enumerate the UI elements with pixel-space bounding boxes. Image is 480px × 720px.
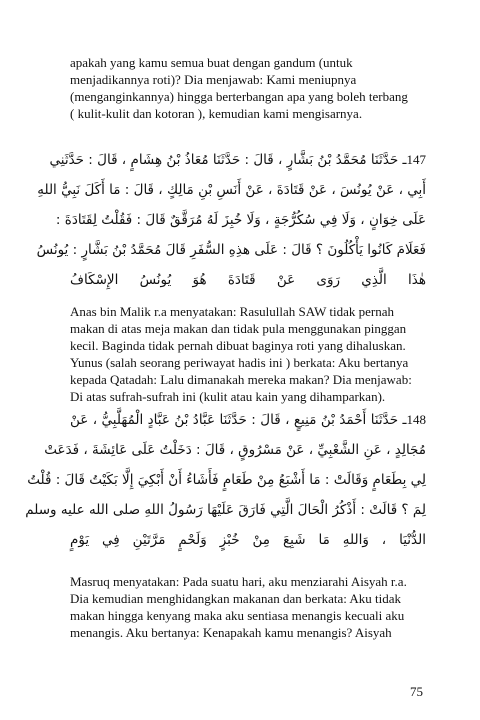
text-line: makan di atas meja makan dan tidak pula menggunakan pinggan [70, 321, 407, 336]
text-line: Masruq menyatakan: Pada suatu hari, aku menziarahi Aisyah r.a. [70, 574, 407, 589]
hadith-number: 147 [406, 152, 426, 167]
text-line: Yunus (salah seorang periwayat hadis ini ) berkata: Aku bertanya [70, 355, 409, 370]
text-line: menjadikannya roti)? Dia menjawab: Kami meniupnya [70, 72, 357, 87]
arabic-line: عَلَى خِوَانٍ ، وَلَا فِي سُكُرُّجَةٍ ، وَلَا خُبِزَ لَهُ مُرَقَّقٌ قَالَ : فَقُلْتُ لِقَتَادَةَ : [55, 212, 426, 228]
text-line: kecil. Baginda tidak pernah dibuat baginya roti yang dihaluskan. [70, 338, 406, 353]
text-line: ( kulit-kulit dan kotoran ), kemudian kami mengisarnya. [70, 106, 363, 121]
text-line: menangis. Aku bertanya: Kenapakah kamu menangis? Aisyah [70, 625, 392, 640]
text-line: Anas bin Malik r.a menyatakan: Rasulullah SAW tidak pernah [70, 304, 395, 319]
translation-paragraph-1 [70, 54, 426, 122]
arabic-line: أَبِي ، عَنْ يُونُسَ ، عَنْ قَتَادَةَ ، عَنْ أَنَسِ بْنِ مَالِكٍ ، قَالَ : مَا أَكَلَ نَبِيُّ اللهِ [37, 182, 426, 198]
arabic-line: هٰذَا الَّذِي رَوَى عَنْ قَتَادَةَ هُوَ يُونُسُ الإِسْكَافُ [70, 272, 426, 288]
hadith-number: 148 [406, 412, 426, 427]
page-number: 75 [410, 684, 423, 699]
text-line: kepada Qatadah: Lalu dimanakah mereka makan? Dia menjawab: [70, 372, 412, 387]
arabic-text: ـ حَدَّثَنَا مُحَمَّدُ بْنُ بَشَّارٍ ، قَالَ : حَدَّثَنَا مُعَاذُ بْنُ هِشَامٍ ، قَالَ : حَدَّثَنِي [49, 152, 407, 168]
text-line: makan hingga kenyang maka aku sentiasa menangis kecuali aku [70, 608, 405, 623]
arabic-line: فَعَلَامَ كَانُوا يَأْكُلُونَ ؟ قَالَ : عَلَى هذِهِ السُّفَرِ قَالَ مُحَمَّدُ بْنُ بَشَّارٍ : يُونُسُ [36, 242, 426, 258]
arabic-line: لِمَ ؟ قَالَتْ : أَذْكُرُ الْحَالَ الَّتِي فَارَقَ عَلَيْهَا رَسُولُ اللهِ صلى الله عليه وسلم [25, 502, 426, 518]
arabic-line: لِي بِطَعَامٍ وَقَالَتْ : مَا أَشْبَعُ مِنْ طَعَامٍ فَأَشَاءُ أَنْ أَبْكِيَ إِلَّا بَكَيْتُ قَالَ : قُلْتُ [27, 472, 426, 488]
arabic-line [49, 145, 426, 175]
translation-paragraph-3 [70, 573, 426, 641]
translation-paragraph-2 [70, 303, 426, 405]
hadith-147-arabic [36, 145, 426, 295]
text-line: Di atas sufrah-sufrah ini (kulit atau kain yang dihamparkan). [70, 389, 386, 404]
hadith-148-arabic [25, 405, 426, 555]
text-line: (menganginkannya) hingga berterbangan apa yang boleh terbang [70, 89, 408, 104]
arabic-line: مُجَالِدٍ ، عَنِ الشَّعْبِيِّ ، عَنْ مَسْرُوقٍ ، قَالَ : دَخَلْتُ عَلَى عَائِشَةَ ، فَدَعَتْ [44, 442, 426, 458]
arabic-text: ـ حَدَّثَنَا أَحْمَدُ بْنُ مَنِيعٍ ، قَالَ : حَدَّثَنَا عَبَّادُ بْنُ عَبَّادٍ الْمُهَلَّبِيُّ ، عَنْ [70, 412, 407, 428]
arabic-line [70, 405, 426, 435]
text-line: apakah yang kamu semua buat dengan gandum (untuk [70, 55, 353, 70]
arabic-line: الدُّنْيَا ، وَاللهِ مَا شَبِعَ مِنْ خُبْزٍ وَلَحْمٍ مَرَّتَيْنِ فِي يَوْمٍ [70, 532, 426, 548]
text-line: Dia kemudian menghidangkan makanan dan berkata: Aku tidak [70, 591, 402, 606]
